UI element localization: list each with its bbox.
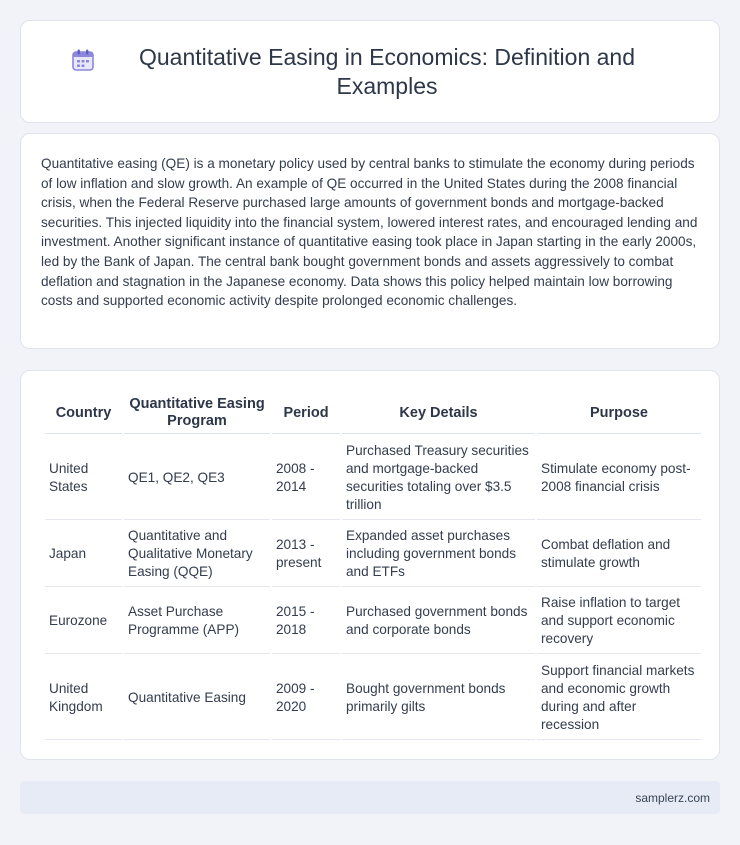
page-title: Quantitative Easing in Economics: Definition and Examples xyxy=(138,43,636,99)
cell-purpose: Raise inflation to target and support economic recovery xyxy=(537,589,701,654)
calendar-icon xyxy=(70,47,96,73)
cell-period: 2015 - 2018 xyxy=(272,589,340,654)
table-row xyxy=(45,522,701,587)
title-wrap xyxy=(70,43,670,101)
cell-key-details: Purchased government bonds and corporate bonds xyxy=(342,589,535,654)
cell-period: 2009 - 2020 xyxy=(272,656,340,740)
table-header-row xyxy=(45,393,701,434)
intro-card xyxy=(20,133,720,349)
table-row xyxy=(45,656,701,740)
intro-paragraph: Quantitative easing (QE) is a monetary policy used by central banks to stimulate the economy during periods of low inflation and slow growth. An example of QE occurred in the United States during the 2008 financial crisis, when the Federal Reserve purchased large amounts of government bonds and mortgage-backed securities. This injected liquidity into the financial system, lowered interest rates, and encouraged lending and investment. Another significant instance of quantitative easing took place in Japan starting in the early 2000s, led by the Bank of Japan. The central bank bought government bonds and assets aggressively to combat deflation and stagnation in the Japanese economy. Data shows this policy helped maintain low borrowing costs and supported economic activity despite prolonged economic challenges. xyxy=(41,156,698,309)
table-row xyxy=(45,436,701,520)
column-header-key-details: Key Details xyxy=(342,393,535,434)
cell-purpose: Stimulate economy post-2008 financial crisis xyxy=(537,436,701,520)
cell-program: QE1, QE2, QE3 xyxy=(124,436,270,520)
cell-country: Japan xyxy=(45,522,122,587)
cell-key-details: Bought government bonds primarily gilts xyxy=(342,656,535,740)
cell-program: Asset Purchase Programme (APP) xyxy=(124,589,270,654)
cell-country: Eurozone xyxy=(45,589,122,654)
cell-program: Quantitative and Qualitative Monetary Easing (QQE) xyxy=(124,522,270,587)
cell-country: United Kingdom xyxy=(45,656,122,740)
cell-purpose: Combat deflation and stimulate growth xyxy=(537,522,701,587)
column-header-country: Country xyxy=(45,393,122,434)
column-header-period: Period xyxy=(272,393,340,434)
cell-key-details: Purchased Treasury securities and mortgage-backed securities totaling over $3.5 trillion xyxy=(342,436,535,520)
column-header-program: Quantitative Easing Program xyxy=(124,393,270,434)
title-card xyxy=(20,20,720,123)
cell-purpose: Support financial markets and economic growth during and after recession xyxy=(537,656,701,740)
qe-table xyxy=(43,391,703,742)
table-row xyxy=(45,589,701,654)
cell-country: United States xyxy=(45,436,122,520)
column-header-purpose: Purpose xyxy=(537,393,701,434)
cell-period: 2013 - present xyxy=(272,522,340,587)
footer-site-link[interactable]: samplerz.com xyxy=(635,790,710,805)
footer-bar xyxy=(20,781,720,814)
cell-program: Quantitative Easing xyxy=(124,656,270,740)
table-card xyxy=(20,370,720,760)
cell-period: 2008 - 2014 xyxy=(272,436,340,520)
cell-key-details: Expanded asset purchases including government bonds and ETFs xyxy=(342,522,535,587)
